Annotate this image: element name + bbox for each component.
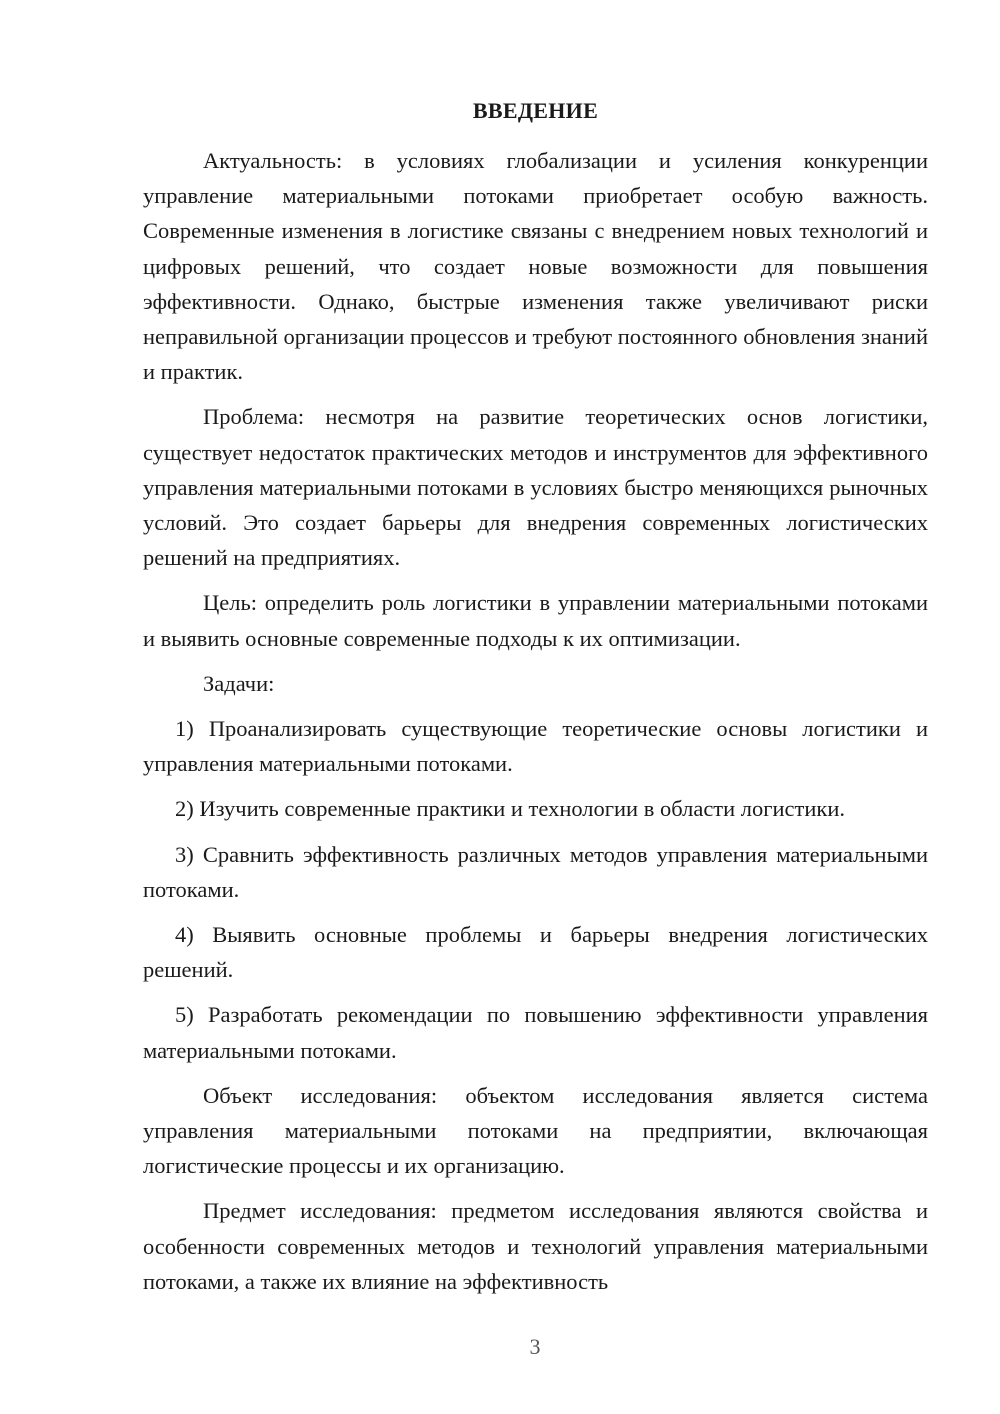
page-number: 3 [529, 1334, 541, 1359]
relevance-paragraph: Актуальность: в условиях глобализации и усиления конкуренции управление материальными потоками приобретает особую важность. Современные изменения в логистике связаны с внедрением новых технологий и цифровых решений, что создает новые возможности для повышения эффективности. Однако, быстрые изменения также увеличивают риски неправильной организации процессов и требуют постоянного обновления знаний и практик. [143, 148, 928, 385]
problem-paragraph: Проблема: несмотря на развитие теоретических основ логистики, существует недостаток практических методов и инструментов для эффективного управления материальными потоками в условиях быстро меняющихся рыночных условий. Это создает барьеры для внедрения современных логистических решений на предприятиях. [143, 404, 928, 571]
task-item: 3) Сравнить эффективность различных методов управления материальными потоками. [143, 841, 928, 902]
task-item: 2) Изучить современные практики и технологии в области логистики. [175, 796, 846, 822]
tasks-label: Задачи: [203, 670, 275, 696]
section-heading: ВВЕДЕНИЕ [472, 98, 599, 123]
object-paragraph: Объект исследования: объектом исследования является система управления материальными потоками на предприятии, включающая логистические процессы и их организацию. [143, 1082, 928, 1179]
goal-paragraph: Цель: определить роль логистики в управлении материальными потоками и выявить основные современные подходы к их оптимизации. [143, 590, 928, 651]
task-item: 1) Проанализировать существующие теоретические основы логистики и управления материальными потоками. [143, 716, 928, 777]
subject-paragraph: Предмет исследования: предметом исследования являются свойства и особенности современных методов и технологий управления материальными потоками, а также их влияние на эффективность [143, 1198, 928, 1294]
task-item: 4) Выявить основные проблемы и барьеры внедрения логистических решений. [143, 922, 928, 983]
task-item: 5) Разработать рекомендации по повышению эффективности управления материальными потоками. [143, 1002, 928, 1063]
document-body [143, 143, 928, 1299]
